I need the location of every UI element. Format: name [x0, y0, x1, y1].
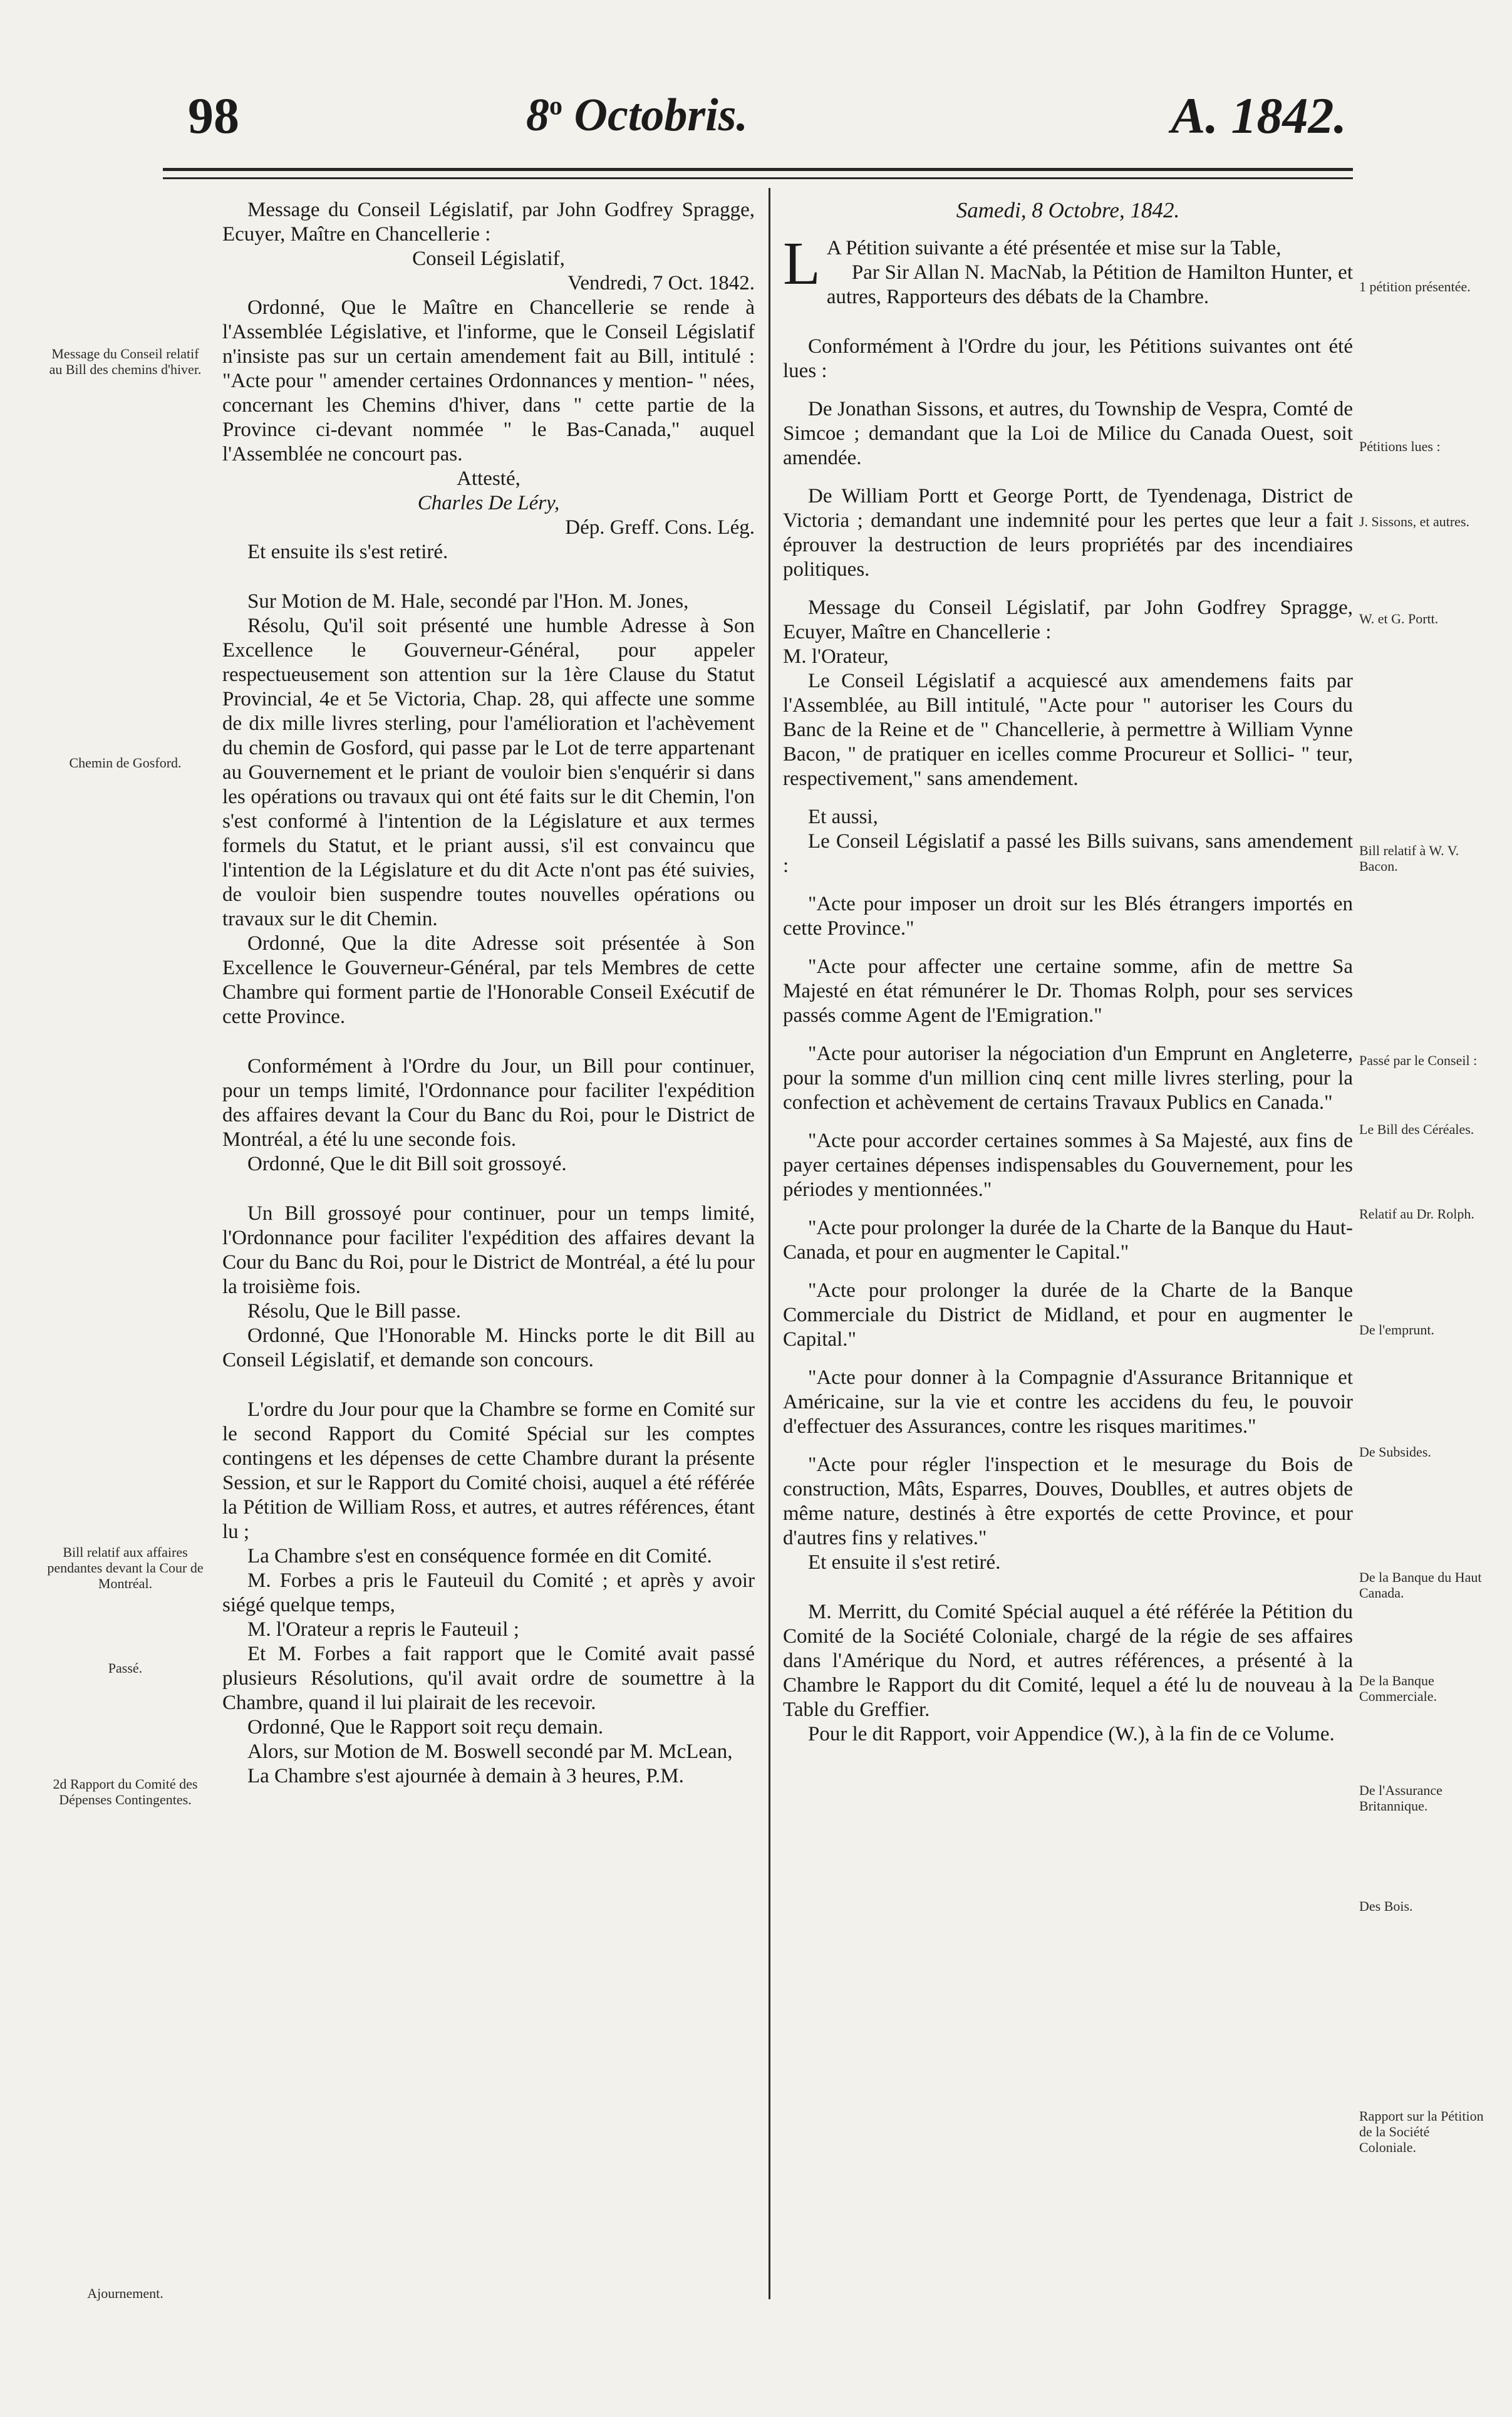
- paragraph: M. l'Orateur,: [783, 645, 889, 668]
- paragraph: Sur Motion de M. Hale, secondé par l'Hon. M. Jones,: [247, 590, 689, 613]
- paragraph: Dép. Greff. Cons. Lég.: [565, 516, 755, 539]
- margin-note: Bill relatif aux affaires pendantes devant la Cour de Montréal.: [47, 1544, 204, 1591]
- paragraph: Charles De Léry,: [417, 492, 560, 514]
- paragraph: La Chambre s'est ajournée à demain à 3 heures, P.M.: [247, 1765, 684, 1787]
- paragraph: Conformément à l'Ordre du jour, les Pétitions suivantes ont été lues :: [783, 335, 1353, 382]
- margin-note: 2d Rapport du Comité des Dépenses Contingentes.: [53, 1776, 198, 1807]
- paragraph: Résolu, Que le Bill passe.: [247, 1300, 461, 1323]
- margin-note: Pétitions lues :: [1359, 439, 1441, 454]
- year: A. 1842.: [1171, 87, 1347, 144]
- margin-note: De la Banque du Haut Canada.: [1359, 1569, 1482, 1601]
- paragraph: Message du Conseil Législatif, par John Godfrey Spragge, Ecuyer, Maître en Chancellerie :: [222, 199, 755, 246]
- left-column: [222, 198, 755, 1789]
- paragraph: "Acte pour imposer un droit sur les Blés étrangers importés en cette Province.": [783, 893, 1353, 940]
- paragraph: Vendredi, 7 Oct. 1842.: [567, 272, 755, 294]
- column-divider: [769, 188, 770, 2299]
- paragraph: Un Bill grossoyé pour continuer, pour un temps limité, l'Ordonnance pour faciliter l'expédition des affaires devant la Cour du Banc du Roi, pour le District de Montréal, a été lu pour la troisième fois.: [222, 1202, 755, 1298]
- paragraph: Pour le dit Rapport, voir Appendice (W.), à la fin de ce Volume.: [808, 1723, 1335, 1745]
- session-suffix: o: [549, 91, 562, 121]
- paragraph: Attesté,: [457, 467, 520, 490]
- paragraph: "Acte pour autoriser la négociation d'un Emprunt en Angleterre, pour la somme d'un million cinq cent mille livres sterling, pour la confection et achèvement de certains Travaux Publics en Canada.": [783, 1042, 1353, 1114]
- paragraph: Le Conseil Législatif a passé les Bills suivans, sans amendement :: [783, 830, 1353, 877]
- paragraph: L'ordre du Jour pour que la Chambre se forme en Comité sur le second Rapport du Comité Spécial sur les comptes contingens et les dépenses de cette Chambre durant la présente Session, et sur le Rapport du Comité choisi, auquel a été référée la Pétition de William Ross, et autres, et autres références, étant lu ;: [222, 1398, 755, 1543]
- paragraph: Conformément à l'Ordre du Jour, un Bill pour continuer, pour un temps limité, l'Ordonnance pour faciliter l'expédition des affaires devant la Cour du Banc du Roi, pour le District de Montréal, a été lu une seconde fois.: [222, 1055, 755, 1151]
- session-month: Octobris.: [574, 90, 748, 141]
- margin-note: Relatif au Dr. Rolph.: [1359, 1206, 1474, 1222]
- margin-note: De l'Assurance Britannique.: [1359, 1782, 1442, 1814]
- paragraph-text: A Pétition suivante a été présentée et mise sur la Table,: [826, 237, 1282, 259]
- paragraph: Conseil Législatif,: [412, 247, 565, 270]
- paragraph: Message du Conseil Législatif, par John Godfrey Spragge, Ecuyer, Maître en Chancellerie :: [783, 596, 1353, 643]
- paragraph: "Acte pour prolonger la durée de la Charte de la Banque du Haut-Canada, et pour en augmenter le Capital.": [783, 1217, 1353, 1264]
- paragraph: Ordonné, Que le Maître en Chancellerie se rende à l'Assemblée Législative, et l'informe, que le Conseil Législatif n'insiste pas sur un certain amendement fait au Bill, intitulé : "Acte pour " amender certaines Ordonnances y mention- " nées, concernant les Chemins d'hiver, dans " cette partie de la Province ci-devant nommée " le Bas-Canada," auquel l'Assemblée ne concourt pas.: [222, 296, 755, 465]
- drop-cap: L: [783, 230, 821, 298]
- margin-note: De l'emprunt.: [1359, 1322, 1435, 1338]
- paragraph: "Acte pour accorder certaines sommes à Sa Majesté, aux fins de payer certaines dépenses indispensables du Gouvernement, pour les périodes y mentionnées.": [783, 1130, 1353, 1201]
- paragraph: Ordonné, Que le dit Bill soit grossoyé.: [247, 1153, 567, 1175]
- margin-note: Des Bois.: [1359, 1898, 1413, 1914]
- margin-note: J. Sissons, et autres.: [1359, 514, 1469, 529]
- margin-note: W. et G. Portt.: [1359, 611, 1439, 626]
- paragraph: "Acte pour affecter une certaine somme, afin de mettre Sa Majesté en état rémunérer le Dr. Thomas Rolph, pour ses services passés comme Agent de l'Emigration.": [783, 955, 1353, 1027]
- paragraph: M. l'Orateur a repris le Fauteuil ;: [247, 1618, 519, 1641]
- paragraph: Et ensuite il s'est retiré.: [808, 1551, 1001, 1574]
- page-header: [188, 75, 1347, 144]
- paragraph: M. Merritt, du Comité Spécial auquel a été référée la Pétition du Comité de la Société Coloniale, chargé de la régie de ses affaires dans l'Amérique du Nord, et autres références, a présenté à la Chambre le Rapport du dit Comité, lequel a été lu de nouveau à la Table du Greffier.: [783, 1601, 1353, 1721]
- header-rule-thin: [163, 177, 1353, 179]
- page-number: 98: [188, 87, 239, 144]
- paragraph: De Jonathan Sissons, et autres, du Township de Vespra, Comté de Simcoe ; demandant que la Loi de Milice du Canada Ouest, soit amendée.: [783, 398, 1353, 469]
- paragraph: Alors, sur Motion de M. Boswell secondé par M. McLean,: [247, 1740, 733, 1763]
- paragraph: "Acte pour régler l'inspection et le mesurage du Bois de construction, Mâts, Esparres, Douves, Doublles, et autres objets de même nature, destinés à être exportés de cette Province, et pour d'autres fins y relatives.": [783, 1453, 1353, 1549]
- paragraph: "Acte pour prolonger la durée de la Charte de la Banque Commerciale du District de Midland, et pour en augmenter le Capital.": [783, 1279, 1353, 1351]
- margin-note: Chemin de Gosford.: [69, 755, 182, 771]
- session-day: 8: [526, 90, 549, 141]
- margin-note: De Subsides.: [1359, 1444, 1431, 1460]
- paragraph: La Chambre s'est en conséquence formée en dit Comité.: [247, 1545, 712, 1567]
- paragraph: Ordonné, Que la dite Adresse soit présentée à Son Excellence le Gouverneur-Général, par tels Membres de cette Chambre qui forment partie de l'Honorable Conseil Exécutif de cette Province.: [222, 932, 755, 1028]
- paragraph: Ordonné, Que le Rapport soit reçu demain.: [247, 1716, 604, 1739]
- paragraph: M. Forbes a pris le Fauteuil du Comité ; et après y avoir siégé quelque temps,: [222, 1569, 755, 1616]
- paragraph: Par Sir Allan N. MacNab, la Pétition de Hamilton Hunter, et autres, Rapporteurs des débats de la Chambre.: [826, 261, 1353, 308]
- margin-note: Bill relatif à W. V. Bacon.: [1359, 843, 1459, 874]
- paragraph: Et M. Forbes a fait rapport que le Comité avait passé plusieurs Résolutions, qu'il avait ordre de soumettre à la Chambre, quand il lui plairait de les recevoir.: [222, 1643, 755, 1714]
- margin-note: Passé.: [108, 1660, 143, 1676]
- right-column: [783, 198, 1353, 1747]
- paragraph: Et ensuite ils s'est retiré.: [247, 541, 448, 563]
- paragraph: Et aussi,: [808, 806, 878, 828]
- margin-note: De la Banque Commerciale.: [1359, 1673, 1437, 1704]
- margin-note: Passé par le Conseil :: [1359, 1053, 1478, 1068]
- margin-note: 1 pétition présentée.: [1359, 279, 1471, 294]
- margin-note: Ajournement.: [87, 2285, 163, 2301]
- paragraph: Ordonné, Que l'Honorable M. Hincks porte le dit Bill au Conseil Législatif, et demande son concours.: [222, 1324, 755, 1371]
- session-title: [526, 89, 748, 142]
- margin-note: Rapport sur la Pétition de la Société Coloniale.: [1359, 2108, 1484, 2155]
- paragraph: De William Portt et George Portt, de Tyendenaga, District de Victoria ; demandant une indemnité pour les pertes que leur a fait éprouver la destruction de leurs propriétés par des incendiaires politiques.: [783, 485, 1353, 581]
- paragraph: Le Conseil Législatif a acquiescé aux amendemens faits par l'Assemblée, au Bill intitulé, "Acte pour " autoriser les Cours du Banc de la Reine et de " Chancellerie, à permettre à William Vynne Bacon, " de pratiquer en icelles comme Procureur et Sollici- " teur, respectivement," sans amendement.: [783, 670, 1353, 790]
- header-rule: [163, 168, 1353, 171]
- paragraph: Résolu, Qu'il soit présenté une humble Adresse à Son Excellence le Gouverneur-Général, pour appeler respectueusement son attention sur la 1ère Clause du Statut Provincial, 4e et 5e Victoria, Chap. 28, qui affecte une somme de dix mille livres sterling, pour l'amélioration et l'achèvement du chemin de Gosford, qui passe par le Lot de terre appartenant au Gouvernement et le priant de vouloir bien s'enquérir si dans les opérations ou travaux qui ont été faits sur le dit Chemin, l'on s'est conformé à l'intention de la Législature et aux termes formels du Statut, et le priant aussi, s'il est convaincu que l'intention de la Législature et du dit Acte n'ont pas été suivies, de vouloir bien suspendre toutes nouvelles opérations ou travaux sur le dit Chemin.: [222, 615, 755, 930]
- date-heading: Samedi, 8 Octobre, 1842.: [956, 198, 1180, 222]
- margin-note: Message du Conseil relatif au Bill des chemins d'hiver.: [49, 346, 202, 377]
- margin-note: Le Bill des Céréales.: [1359, 1121, 1474, 1137]
- paragraph: "Acte pour donner à la Compagnie d'Assurance Britannique et Américaine, sur la vie et contre les accidens du feu, le pouvoir d'effectuer des Assurances, contre les risques maritimes.": [783, 1366, 1353, 1438]
